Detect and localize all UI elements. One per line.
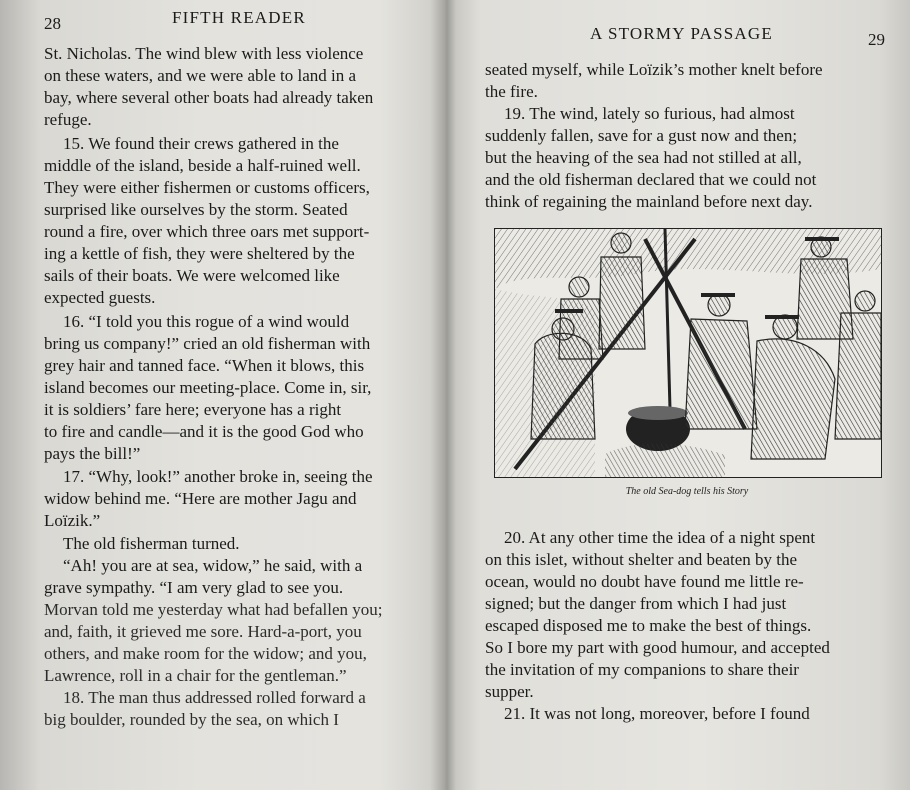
text-line: island becomes our meeting-place. Come in, sir, <box>44 378 372 397</box>
text-line: grey hair and tanned face. “When it blows, this <box>44 356 365 375</box>
text-line: pays the bill!” <box>44 444 141 463</box>
figure-caption: The old Sea-dog tells his Story <box>625 486 749 497</box>
text-line: bring us company!” cried an old fisherman with <box>44 334 371 353</box>
text-line: The old fisherman turned. <box>63 534 240 553</box>
text-line: surprised like ourselves by the storm. Seated <box>44 200 348 219</box>
running-head-right: A STORMY PASSAGE <box>590 24 773 43</box>
text-line: it is soldiers’ fare here; everyone has a right <box>44 400 342 419</box>
text-line: bay, where several other boats had already taken <box>44 88 374 107</box>
illustration-fishermen-around-fire <box>494 228 882 478</box>
text-line: 21. It was not long, moreover, before I found <box>504 704 810 723</box>
text-line: round a fire, over which three oars met support- <box>44 222 370 241</box>
left-page <box>0 0 446 790</box>
text-line: others, and make room for the widow; and you, <box>44 644 367 663</box>
text-line: suddenly fallen, save for a gust now and then; <box>485 126 798 145</box>
text-line: “Ah! you are at sea, widow,” he said, with a <box>63 556 363 575</box>
running-head-left: FIFTH READER <box>172 8 306 27</box>
text-line: to fire and candle—and it is the good God who <box>44 422 364 441</box>
text-line: supper. <box>485 682 534 701</box>
page-number-right: 29 <box>868 30 885 49</box>
text-line: 18. The man thus addressed rolled forward a <box>63 688 366 707</box>
right-page <box>448 0 910 790</box>
text-line: expected guests. <box>44 288 156 307</box>
text-line: refuge. <box>44 110 92 129</box>
text-line: ocean, would no doubt have found me little re- <box>485 572 804 591</box>
text-line: and the old fisherman declared that we could not <box>485 170 817 189</box>
text-line: 17. “Why, look!” another broke in, seeing the <box>63 467 373 486</box>
text-line: They were either fishermen or customs officers, <box>44 178 370 197</box>
text-line: ing a kettle of fish, they were sheltered by the <box>44 244 355 263</box>
text-line: on these waters, and we were able to land in a <box>44 66 357 85</box>
text-line: 16. “I told you this rogue of a wind would <box>63 312 350 331</box>
page-number-left: 28 <box>44 14 61 33</box>
text-line: grave sympathy. “I am very glad to see you. <box>44 578 344 597</box>
engraving-illustration <box>495 229 881 477</box>
text-line: seated myself, while Loïzik’s mother knelt before <box>485 60 823 79</box>
text-line: 15. We found their crews gathered in the <box>63 134 339 153</box>
text-line: widow behind me. “Here are mother Jagu and <box>44 489 357 508</box>
text-line: St. Nicholas. The wind blew with less violence <box>44 44 364 63</box>
text-line: escaped disposed me to make the best of things. <box>485 616 812 635</box>
text-line: Lawrence, roll in a chair for the gentleman.” <box>44 666 347 685</box>
text-line: signed; but the danger from which I had just <box>485 594 787 613</box>
text-line: on this islet, without shelter and beaten by the <box>485 550 798 569</box>
text-line: think of regaining the mainland before next day. <box>485 192 813 211</box>
text-line: the fire. <box>485 82 538 101</box>
text-line: middle of the island, beside a half-ruined well. <box>44 156 361 175</box>
text-line: So I bore my part with good humour, and accepted <box>485 638 830 657</box>
text-line: but the heaving of the sea had not stilled at all, <box>485 148 802 167</box>
text-line: big boulder, rounded by the sea, on which I <box>44 710 339 729</box>
text-line: Loïzik.” <box>44 511 101 530</box>
text-line: Morvan told me yesterday what had befallen you; <box>44 600 383 619</box>
text-line: the invitation of my companions to share their <box>485 660 799 679</box>
text-line: sails of their boats. We were welcomed like <box>44 266 340 285</box>
text-line: and, faith, it grieved me sore. Hard-a-port, you <box>44 622 362 641</box>
text-line: 20. At any other time the idea of a night spent <box>504 528 816 547</box>
text-line: 19. The wind, lately so furious, had almost <box>504 104 795 123</box>
